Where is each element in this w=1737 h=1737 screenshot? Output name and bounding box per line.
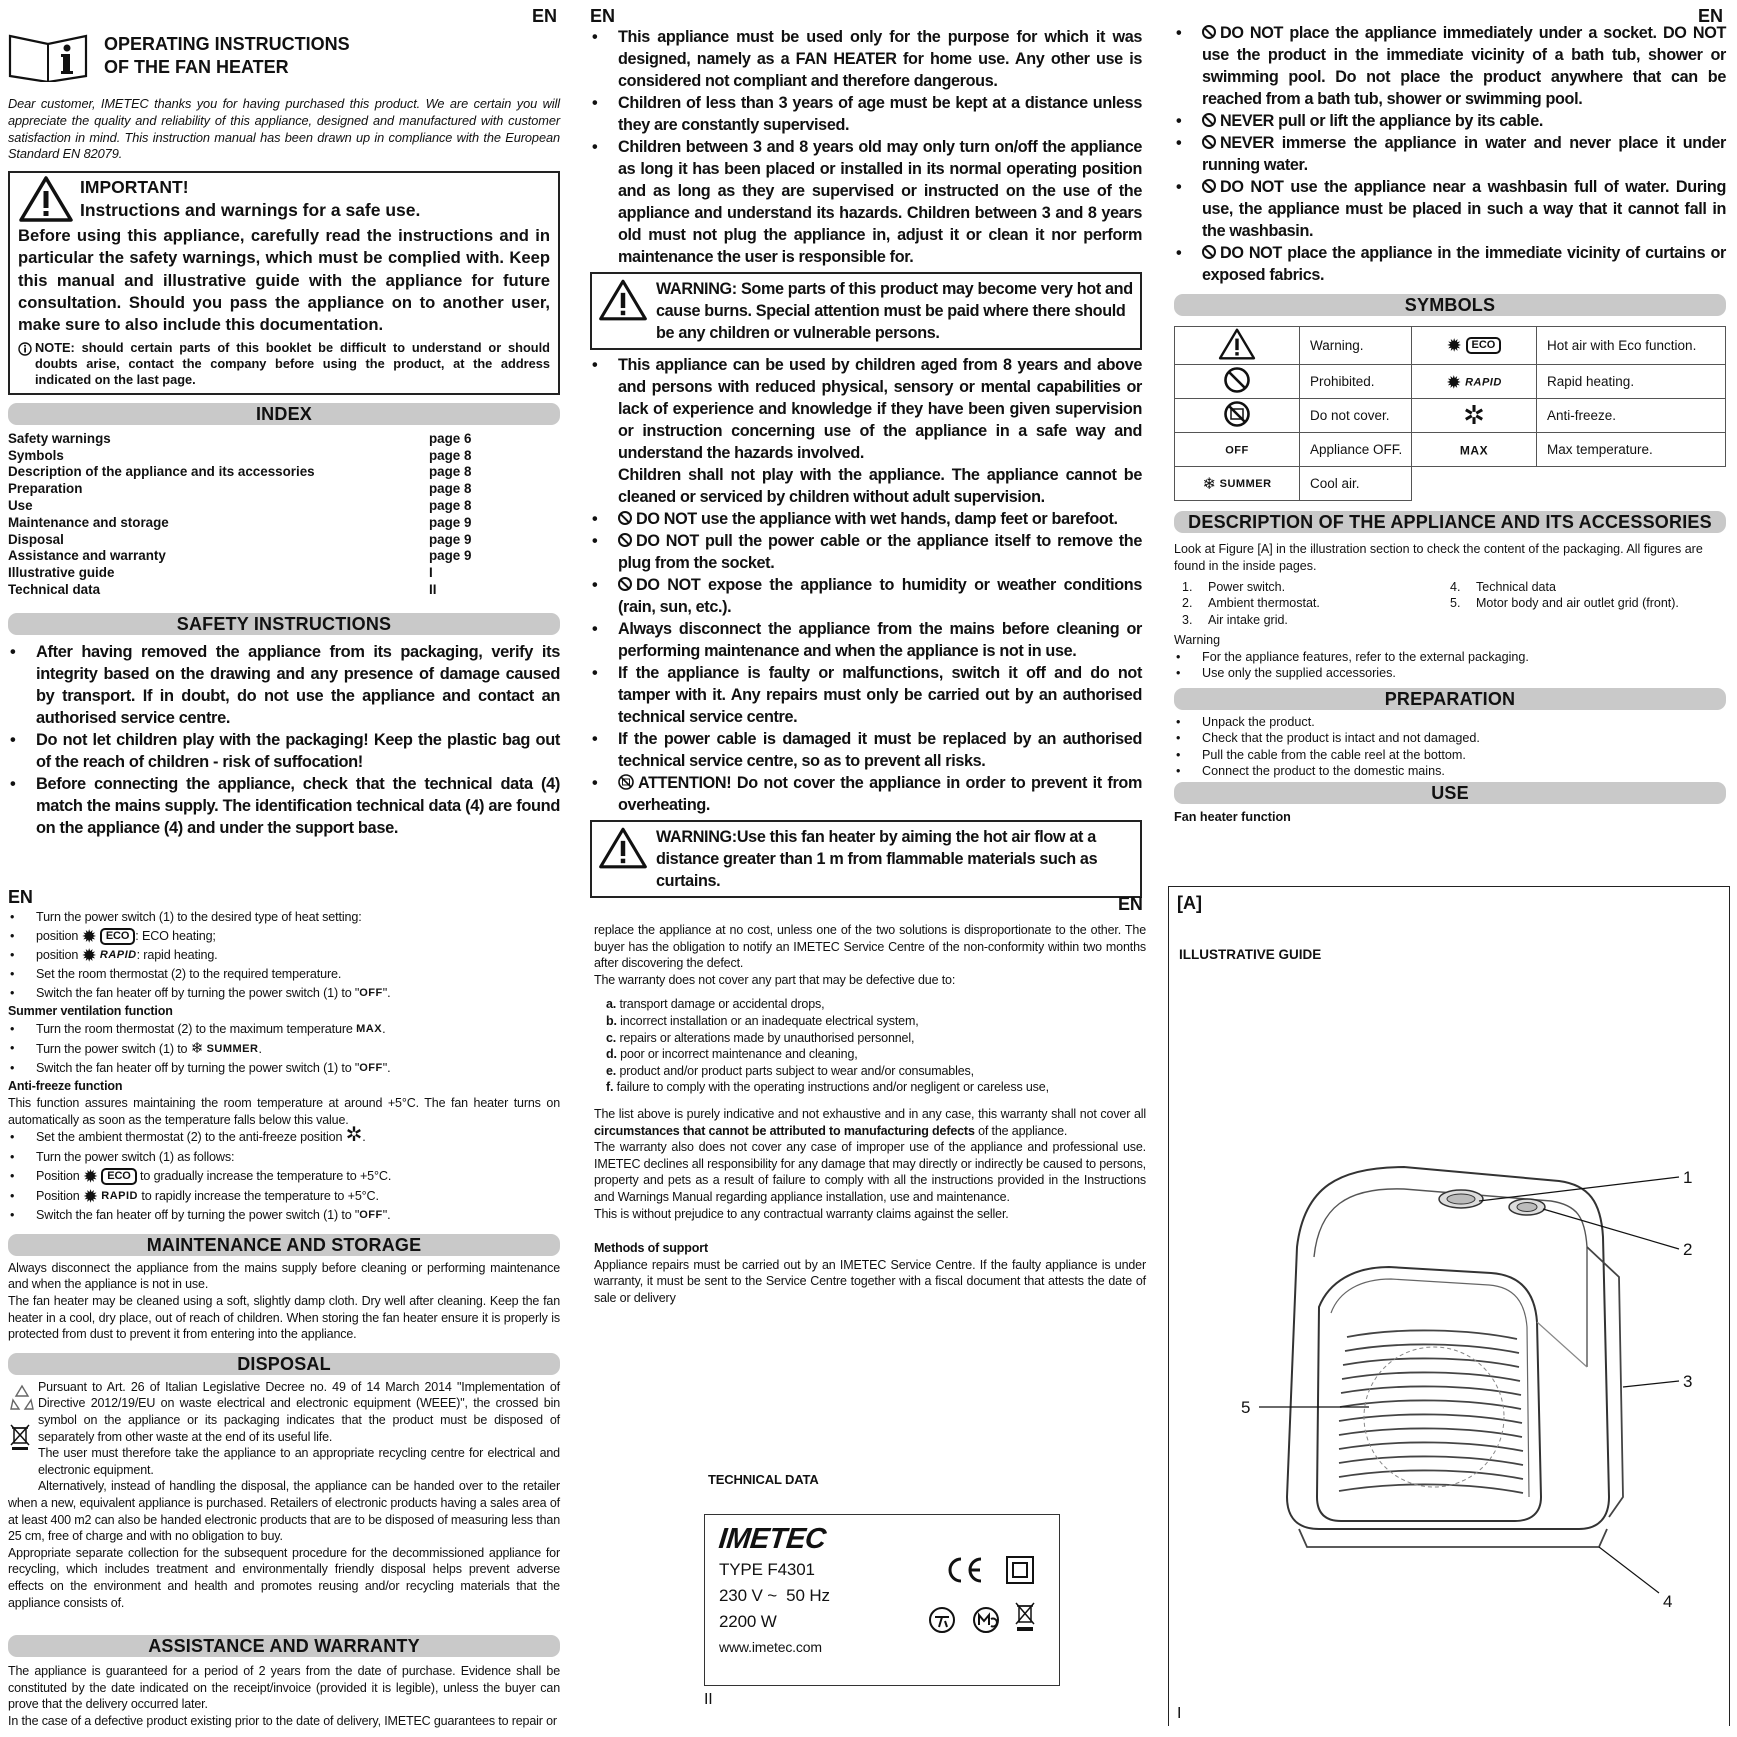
- prohibited-icon: [1202, 179, 1216, 193]
- warning-box-hot: [590, 272, 1142, 350]
- page-number: I: [1177, 1705, 1182, 1722]
- certification-mark-icon: [927, 1605, 957, 1635]
- symbol-text: Prohibited.: [1300, 365, 1412, 399]
- disposal-body-3: Alternatively, instead of handling the disposal, the appliance can be handed over to the retailer when a new, equivalent appliance is purchased. Retailers of electronic products having a sales area of at least 400 m2 can also be handed electronic products that are to be disposed of measuring less than 25 cm, free of charge and with no obligation to buy.: [8, 1479, 560, 1544]
- rapid-icon: ✹ RAPID: [81, 945, 137, 966]
- warning-triangle-icon: [598, 826, 648, 870]
- disposal-body-2: The user must therefore take the appliance to an appropriate recycling centre for electrical and electronic equipment.: [38, 1446, 560, 1477]
- disposal-body-1: Pursuant to Art. 26 of Italian Legislative Decree no. 49 of 14 March 2014 "Implementation of Directive 2012/19/EU on waste electrical and electronic equipment (WEEE)", the crossed bin symbol on the appliance or its packaging indicates that the product must be disposed of separately from other waste at the end of its useful life.: [38, 1379, 560, 1444]
- warranty-body-4: The warranty also does not cover any case of improper use of the appliance and professional use. IMETEC declines all responsibility for any damage that may directly or indirectly be caused to persons, property and pets as a result of failure to comply with all the instructions provided in the Instructions and Warnings Manual regarding appliance installation, use and maintenance.: [594, 1140, 1146, 1204]
- voltage-text: 230 V ~ 50 Hz: [719, 1586, 830, 1605]
- lang-label: EN: [532, 6, 558, 26]
- rapid-icon: ✹ RAPID: [82, 1186, 138, 1207]
- list-item: • Position ✹ ECO to gradually increase the temperature to +5°C.: [8, 1167, 560, 1187]
- info-circle-icon: [18, 342, 32, 356]
- list-item: • Use only the supplied accessories.: [1174, 665, 1726, 682]
- list-item: • position ✹ RAPID: rapid heating.: [8, 946, 560, 965]
- use-subheading: Fan heater function: [1174, 809, 1291, 824]
- antifreeze-body: This function assures maintaining the room temperature at around +5°C. The fan heater turns on automatically as soon as the temperature falls below this value.: [8, 1096, 560, 1127]
- list-item: • Do not let children play with the packaging! Keep the plastic bag out of the reach of children - risk of suffocation!: [8, 729, 560, 773]
- list-item: • DO NOT place the appliance immediately under a socket. DO NOT use the product in the immediate vicinity of a bath tub, shower or swimming pool. Do not place the product anywhere that can be reached from a bath tub, shower or swimming pool.: [1174, 22, 1726, 110]
- list-item: • DO NOT expose the appliance to humidity or weather conditions (rain, sun, etc.).: [590, 574, 1142, 618]
- warning-triangle-icon: [1218, 327, 1256, 361]
- antifreeze-icon: ✲: [1412, 399, 1537, 433]
- technical-data-heading: TECHNICAL DATA: [708, 1472, 819, 1487]
- page-3: [1174, 4, 1726, 824]
- figure-label: [A]: [1177, 893, 1202, 913]
- list-item: • Turn the power switch (1) as follows:: [8, 1148, 560, 1168]
- list-item: • Turn the power switch (1) to ❄ SUMMER.: [8, 1039, 560, 1059]
- table-row: [1175, 399, 1726, 433]
- symbol-text: Cool air.: [1300, 467, 1412, 501]
- warning-hot-text: WARNING: Some parts of this product may become very hot and cause burns. Special attention must be paid where there should be any children or vulnerable persons.: [656, 280, 1133, 342]
- list-item: • Pull the cable from the cable reel at the bottom.: [1174, 747, 1726, 764]
- rating-label: [704, 1514, 1060, 1686]
- index-label: Illustrative guide: [8, 565, 115, 581]
- imq-mark-icon: [971, 1605, 1001, 1635]
- lang-label: EN: [8, 887, 33, 907]
- manual-title: OPERATING INSTRUCTIONS: [104, 34, 350, 54]
- prohibition-list: [1174, 22, 1726, 286]
- brand-logo: IMETEC: [717, 1523, 828, 1555]
- part-item: 4. Technical data: [1450, 579, 1556, 594]
- eco-icon: ✹ ECO: [82, 929, 136, 943]
- page-2: [590, 4, 1142, 898]
- list-item: • ATTENTION! Do not cover the appliance in order to prevent it from overheating.: [590, 772, 1142, 816]
- prohibition-list: [590, 508, 1142, 618]
- ce-mark-icon: [945, 1555, 985, 1585]
- page-6: [1168, 886, 1730, 1726]
- list-item: • DO NOT use the appliance near a washbasin full of water. During use, the appliance must be placed in such a way that it cannot fall in the washbasin.: [1174, 176, 1726, 242]
- support-body: Appliance repairs must be carried out by an IMETEC Service Centre. If the faulty appliance is under warranty, it must be sent to the Service Centre together with a fiscal document that attests the date of sale or delivery: [594, 1257, 1146, 1305]
- disposal-heading: DISPOSAL: [8, 1353, 560, 1375]
- part-item: 2. Ambient thermostat.: [1182, 596, 1320, 611]
- index-row: [8, 431, 560, 448]
- index-label: Technical data: [8, 582, 101, 598]
- index-row: [8, 532, 560, 549]
- index-page: page 8: [429, 498, 472, 514]
- index-row: [8, 565, 560, 582]
- double-insulation-icon: [1005, 1555, 1035, 1585]
- prohibited-icon: [1202, 113, 1216, 127]
- prohibited-icon: [618, 577, 632, 591]
- prohibited-icon: [1202, 245, 1216, 259]
- exclusion-item: a. transport damage or accidental drops,: [606, 997, 825, 1012]
- index-label: Use: [8, 498, 33, 514]
- safety-list-c: [590, 618, 1142, 772]
- list-item: • Always disconnect the appliance from the mains before cleaning or performing maintenance and when the appliance is not in use.: [590, 618, 1142, 662]
- exclusion-item: c. repairs or alterations made by unauthorised personnel,: [606, 1030, 915, 1045]
- safety-heading: SAFETY INSTRUCTIONS: [8, 613, 560, 635]
- important-title: IMPORTANT!: [80, 177, 189, 198]
- warning-label: Warning: [1174, 632, 1221, 647]
- list-item: • Position ✹ RAPID to rapidly increase the temperature to +5°C.: [8, 1187, 560, 1207]
- index-page: page 6: [429, 430, 472, 446]
- prohibited-icon: [1223, 366, 1251, 394]
- warning-box-distance: [590, 820, 1142, 898]
- attention-list: [590, 772, 1142, 816]
- symbol-text: Do not cover.: [1300, 399, 1412, 433]
- page-5: [594, 894, 1146, 1708]
- table-row: [1175, 365, 1726, 399]
- page-1: [8, 4, 560, 839]
- important-box: [8, 171, 560, 395]
- index-label: Symbols: [8, 447, 64, 463]
- list-item: • Before connecting the appliance, check that the technical data (4) match the mains supply. The identification technical data (4) are found on the appliance (4) and under the support base.: [8, 773, 560, 839]
- safety-list-a: [590, 26, 1142, 268]
- manual-subtitle: OF THE FAN HEATER: [104, 57, 289, 77]
- fan-heater-illustration: [1179, 1077, 1719, 1637]
- antifreeze-icon: ✲: [345, 1124, 363, 1147]
- page-number: II: [704, 1691, 713, 1708]
- maintenance-body-1: Always disconnect the appliance from the mains supply before cleaning or performing maintenance and when the appliance is not in use.: [8, 1260, 560, 1292]
- assistance-heading: ASSISTANCE AND WARRANTY: [8, 1635, 560, 1657]
- index-label: Description of the appliance and its accessories: [8, 464, 315, 480]
- list-item: • Switch the fan heater off by turning the power switch (1) to "OFF".: [8, 984, 560, 1003]
- antifreeze-steps: [8, 1124, 560, 1226]
- callout-2: 2: [1683, 1240, 1693, 1259]
- index-label: Assistance and warranty: [8, 548, 166, 564]
- crossed-bin-icon: [8, 1423, 32, 1451]
- preparation-heading: PREPARATION: [1174, 688, 1726, 710]
- part-item: 3. Air intake grid.: [1182, 613, 1288, 628]
- warranty-body-3: The list above is purely indicative and not exhaustive and in any case, this warranty shall not cover all circumstances that cannot be attributed to manufacturing defects of the appliance.: [594, 1106, 1146, 1138]
- safety-list-b: [590, 354, 1142, 508]
- summer-heading: Summer ventilation function: [8, 1004, 173, 1019]
- index-label: Preparation: [8, 481, 83, 497]
- list-item: • Switch the fan heater off by turning the power switch (1) to "OFF".: [8, 1059, 560, 1078]
- guide-title: ILLUSTRATIVE GUIDE: [1179, 947, 1322, 962]
- safety-list: [8, 641, 560, 839]
- index-row: [8, 448, 560, 465]
- symbol-text: Max temperature.: [1537, 433, 1726, 467]
- table-row: [1175, 467, 1726, 501]
- warranty-body-5: This is without prejudice to any contractual warranty claims against the seller.: [594, 1206, 1009, 1221]
- eco-icon: ✹ ECO: [1412, 327, 1537, 365]
- info-book-icon: [8, 30, 88, 82]
- symbol-text: Hot air with Eco function.: [1537, 327, 1726, 365]
- index-heading: INDEX: [8, 403, 560, 425]
- note-paragraph: NOTE: should certain parts of this booklet be difficult to understand or should doubts arise, contact the company before using the product, at the address indicated on the last page.: [35, 339, 550, 388]
- exclusion-item: e. product and/or product parts subject to wear and/or consumables,: [606, 1063, 974, 1078]
- heater-steps: [8, 908, 560, 1003]
- max-icon: MAX: [1412, 433, 1537, 467]
- do-not-cover-icon: [1223, 400, 1251, 428]
- index-page: II: [429, 582, 437, 598]
- description-intro: Look at Figure [A] in the illustration section to check the content of the packaging. All figures are found in the inside pages.: [1174, 542, 1703, 573]
- list-item: • This appliance can be used by children aged from 8 years and above and persons with reduced physical, sensory or mental capabilities or lack of experience and knowledge if they have been given supervision or instruction concerning use of the appliance in a safe way and understand the hazards involved. Children shall not play with the appliance. The appliance cannot be cleaned or serviced by children without adult supervision.: [590, 354, 1142, 508]
- lang-label: EN: [1118, 894, 1143, 914]
- list-item: • Set the ambient thermostat (2) to the anti-freeze position ✲.: [8, 1128, 560, 1148]
- do-not-cover-icon: [618, 774, 634, 790]
- manual-header: [8, 30, 560, 82]
- warning-triangle-icon: [598, 278, 648, 322]
- list-item: • DO NOT place the appliance in the immediate vicinity of curtains or exposed fabrics.: [1174, 242, 1726, 286]
- index-page: page 8: [429, 447, 472, 463]
- list-item: • NEVER immerse the appliance in water and never place it under running water.: [1174, 132, 1726, 176]
- power-text: 2200 W: [719, 1612, 777, 1631]
- list-item: • If the appliance is faulty or malfunctions, switch it off and do not tamper with it. Any repairs must only be carried out by an authorised technical service centre.: [590, 662, 1142, 728]
- description-heading: DESCRIPTION OF THE APPLIANCE AND ITS ACCESSORIES: [1174, 511, 1726, 533]
- list-item: • After having removed the appliance from its packaging, verify its integrity based on the drawing and any presence of damage caused by transport. If in doubt, do not use the appliance and contact an authorised service centre.: [8, 641, 560, 729]
- list-item: • If the power cable is damaged it must be replaced by an authorised technical service centre, so as to prevent all risks.: [590, 728, 1142, 772]
- index-row: [8, 515, 560, 532]
- symbols-table: [1174, 326, 1726, 501]
- part-item: 5. Motor body and air outlet grid (front).: [1450, 596, 1679, 611]
- maintenance-heading: MAINTENANCE AND STORAGE: [8, 1234, 560, 1256]
- list-item: • This appliance must be used only for the purpose for which it was designed, namely as a FAN HEATER for home use. Any other use is considered not compliant and therefore dangerous.: [590, 26, 1142, 92]
- warning-triangle-icon: [18, 175, 74, 223]
- list-item: • DO NOT use the appliance with wet hands, damp feet or barefoot.: [590, 508, 1142, 530]
- index-page: I: [429, 565, 433, 581]
- prohibited-icon: [1202, 135, 1216, 149]
- list-item: • Turn the room thermostat (2) to the maximum temperature MAX.: [8, 1020, 560, 1039]
- warranty-body-2: The warranty does not cover any part that may be defective due to:: [594, 972, 956, 987]
- symbol-text: Warning.: [1300, 327, 1412, 365]
- list-item: • NEVER pull or lift the appliance by its cable.: [1174, 110, 1726, 132]
- part-item: 1. Power switch.: [1182, 579, 1286, 594]
- important-body: Before using this appliance, carefully read the instructions and in particular the safety warnings, which must be complied with. Keep this manual and illustrative guide with the appliance for future consultation. Should you pass the appliance on to another user, make sure to also include this documentation.: [18, 226, 550, 335]
- symbol-text: Rapid heating.: [1537, 365, 1726, 399]
- prohibited-icon: [618, 533, 632, 547]
- index-page: page 9: [429, 548, 472, 564]
- index-row: [8, 464, 560, 481]
- list-item: • DO NOT pull the power cable or the appliance itself to remove the plug from the socket.: [590, 530, 1142, 574]
- preparation-list: [1174, 714, 1726, 780]
- callout-4: 4: [1663, 1592, 1673, 1611]
- off-icon: OFF: [359, 1062, 383, 1075]
- exclusion-list: [594, 996, 1146, 1096]
- prohibited-icon: [618, 511, 632, 525]
- list-item: • Children between 3 and 8 years old may only turn on/off the appliance as long it has been placed or installed in its normal operating position and as long as they are supervised or instructed on the use of the appliance and understand its hazards. Children between 3 and 8 years old must not plug the appliance in, adjust it or clean it nor perform maintenance the user is responsible for.: [590, 136, 1142, 268]
- parts-list: [1174, 579, 1726, 629]
- use-heading: USE: [1174, 782, 1726, 804]
- off-icon: OFF: [359, 1209, 383, 1222]
- table-row: [1175, 433, 1726, 467]
- website-text: www.imetec.com: [719, 1639, 822, 1655]
- off-icon: OFF: [1175, 433, 1300, 467]
- type-text: TYPE F4301: [719, 1560, 815, 1579]
- index-list: [8, 431, 560, 599]
- support-heading: Methods of support: [594, 1241, 708, 1256]
- intro-paragraph: Dear customer, IMETEC thanks you for having purchased this product. We are certain you will appreciate the quality and reliability of this appliance, designed and manufactured with customer satisfaction in mind. This instruction manual has been drawn up in compliance with the European Standard EN 82079.: [8, 96, 560, 162]
- index-row: [8, 498, 560, 515]
- lang-label: EN: [1698, 6, 1724, 26]
- table-row: [1175, 327, 1726, 365]
- callout-1: 1: [1683, 1168, 1693, 1187]
- index-page: page 9: [429, 531, 472, 547]
- index-page: page 9: [429, 514, 472, 530]
- disposal-body-4: Appropriate separate collection for the subsequent procedure for the decommissioned appliance for recycling, which includes treatment and environmentally friendly disposal helps prevent adverse effects on the environment and health and promotes reusing and/or recycling materials that the appliance consists of.: [8, 1545, 560, 1610]
- index-label: Safety warnings: [8, 430, 111, 446]
- important-subtitle: Instructions and warnings for a safe use.: [80, 200, 421, 221]
- index-row: [8, 582, 560, 599]
- callout-5: 5: [1241, 1398, 1251, 1417]
- warning-distance-text: WARNING:Use this fan heater by aiming the hot air flow at a distance greater than 1 m from flammable materials such as curtains.: [656, 828, 1098, 890]
- warning-list: [1174, 649, 1726, 682]
- warranty-body-1: replace the appliance at no cost, unless one of the two solutions is disproportionate to the other. The buyer has the obligation to notify an IMETEC Service Centre of the non-conformity within two months after discovering the defect.: [594, 923, 1146, 971]
- list-item: • position ✹ ECO : ECO heating;: [8, 927, 560, 946]
- exclusion-item: d. poor or incorrect maintenance and cleaning,: [606, 1047, 858, 1062]
- assistance-body-2: In the case of a defective product existing prior to the date of delivery, IMETEC guarantees to repair or: [8, 1713, 557, 1728]
- index-row: [8, 481, 560, 498]
- list-item: • Children of less than 3 years of age must be kept at a distance unless they are constantly supervised.: [590, 92, 1142, 136]
- eco-icon: ✹ ECO: [83, 1169, 137, 1183]
- summer-icon: ❄ SUMMER: [1175, 467, 1300, 501]
- list-item: • Switch the fan heater off by turning the power switch (1) to "OFF".: [8, 1206, 560, 1226]
- callout-3: 3: [1683, 1372, 1693, 1391]
- crossed-bin-icon: [1013, 1601, 1037, 1633]
- off-icon: OFF: [359, 987, 383, 1000]
- list-item: • Set the room thermostat (2) to the required temperature.: [8, 965, 560, 984]
- index-page: page 8: [429, 481, 472, 497]
- index-label: Disposal: [8, 531, 64, 547]
- index-label: Maintenance and storage: [8, 514, 169, 530]
- symbols-heading: SYMBOLS: [1174, 294, 1726, 316]
- exclusion-item: b. incorrect installation or an inadequate electrical system,: [606, 1013, 919, 1028]
- rapid-icon: ✹ RAPID: [1412, 365, 1537, 399]
- prohibited-icon: [1202, 25, 1216, 39]
- summer-icon: ❄ SUMMER: [190, 1040, 259, 1058]
- list-item: • Turn the power switch (1) to the desired type of heat setting:: [8, 908, 560, 927]
- max-icon: MAX: [356, 1023, 383, 1036]
- lang-label: EN: [590, 6, 616, 26]
- recycle-icon: [8, 1383, 36, 1411]
- summer-steps: [8, 1020, 560, 1079]
- exclusion-item: f. failure to comply with the operating instructions and/or negligent or careless use,: [606, 1080, 1049, 1095]
- page-4: [8, 886, 560, 1730]
- list-item: • Unpack the product.: [1174, 714, 1726, 731]
- list-item: • Connect the product to the domestic mains.: [1174, 763, 1726, 780]
- index-page: page 8: [429, 464, 472, 480]
- symbol-text: Appliance OFF.: [1300, 433, 1412, 467]
- list-item: • For the appliance features, refer to the external packaging.: [1174, 649, 1726, 666]
- assistance-body-1: The appliance is guaranteed for a period of 2 years from the date of purchase. Evidence shall be constituted by the date indicated on the receipt/invoice (provided it is legible), unless the buyer can prove that the delivery occurred later.: [8, 1664, 560, 1712]
- maintenance-body-2: The fan heater may be cleaned using a soft, slightly damp cloth. Dry well after cleaning. Keep the fan heater in a cool, dry place, out of reach of children. When storing the fan heater ensure it is properly is protected from dust to prevent it from entering into the appliance.: [8, 1294, 560, 1342]
- index-row: [8, 548, 560, 565]
- list-item: • Check that the product is intact and not damaged.: [1174, 730, 1726, 747]
- antifreeze-heading: Anti-freeze function: [8, 1079, 123, 1094]
- symbol-text: Anti-freeze.: [1537, 399, 1726, 433]
